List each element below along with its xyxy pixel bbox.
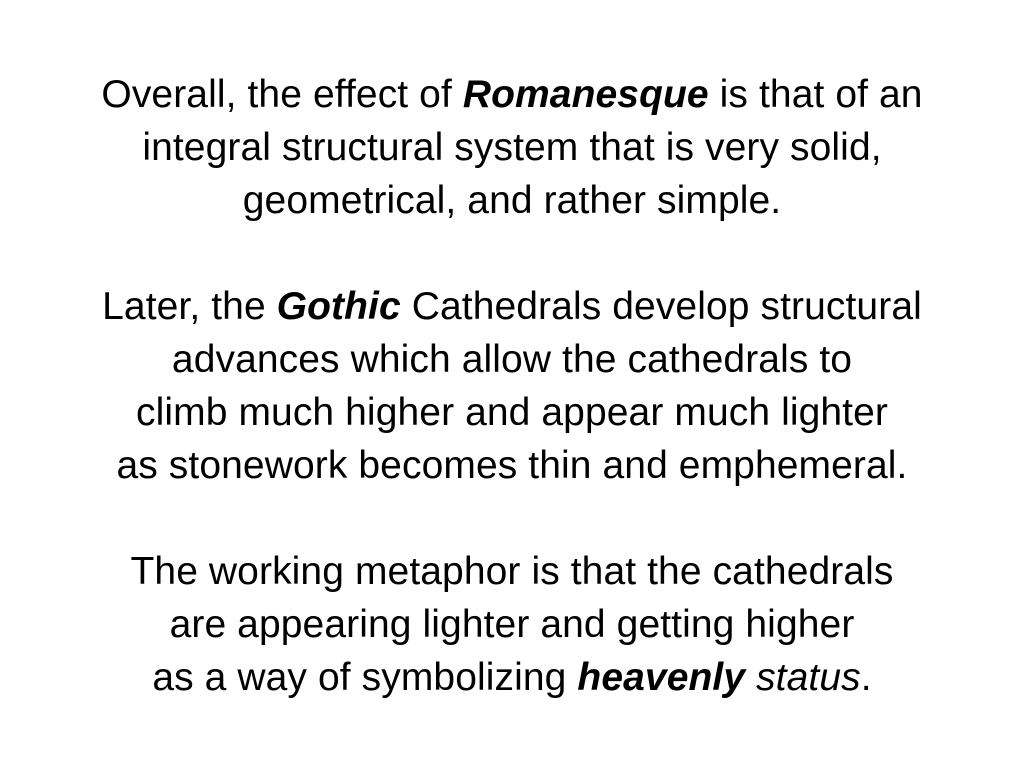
paragraph-romanesque <box>0 68 1024 227</box>
text-line: advances which allow the cathedrals to <box>171 338 853 381</box>
text-run: Cathedrals develop structural <box>400 285 922 328</box>
text-line: climb much higher and appear much lighter <box>136 391 888 434</box>
text-line: integral structural system that is very solid, <box>142 126 882 169</box>
emphasis-heavenly: heavenly <box>577 656 746 699</box>
text-run: as a way of symbolizing <box>152 656 578 699</box>
paragraph-gothic <box>0 280 1024 492</box>
text-run: Overall, the effect of <box>101 73 463 116</box>
text-run: is that of an <box>708 73 923 116</box>
text-line: The working metaphor is that the cathedrals <box>130 550 894 593</box>
text-line <box>0 68 1024 121</box>
paragraph-metaphor <box>0 545 1024 704</box>
text-line: are appearing lighter and getting higher <box>169 603 855 646</box>
emphasis-romanesque: Romanesque <box>462 73 709 116</box>
text-run: . <box>860 656 872 699</box>
text-line: as stonework becomes thin and emphemeral. <box>116 444 908 487</box>
italic-status: status <box>756 656 861 699</box>
text-run: Later, the <box>102 285 277 328</box>
emphasis-gothic: Gothic <box>276 285 401 328</box>
text-line <box>0 651 1024 704</box>
text-line: geometrical, and rather simple. <box>242 179 782 222</box>
text-line <box>0 280 1024 333</box>
